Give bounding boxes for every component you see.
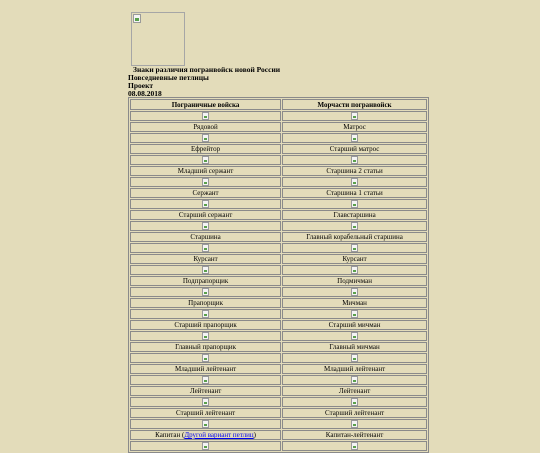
naval-insignia-cell xyxy=(282,133,427,143)
naval-insignia-cell xyxy=(282,155,427,165)
border-troops-insignia-cell xyxy=(130,441,281,451)
broken-image-icon xyxy=(202,222,209,230)
page-title: Знаки различия погранвойск новой России xyxy=(133,65,281,74)
insignia-image-placeholder xyxy=(351,178,359,186)
rank-label: Главный корабельный старшина xyxy=(306,233,403,241)
border-troops-insignia-cell xyxy=(130,133,281,143)
insignia-image-placeholder xyxy=(351,266,359,274)
naval-rank xyxy=(282,210,427,220)
broken-image-icon xyxy=(202,332,209,340)
naval-insignia-cell xyxy=(282,375,427,385)
broken-image-icon xyxy=(351,310,358,318)
broken-image-icon xyxy=(202,420,209,428)
insignia-image-row xyxy=(130,441,427,451)
insignia-image-row xyxy=(130,419,427,429)
rank-label: Курсант xyxy=(193,255,218,263)
naval-rank xyxy=(282,342,427,352)
rank-name-row xyxy=(130,166,427,176)
broken-image-icon xyxy=(351,420,358,428)
insignia-image-placeholder xyxy=(351,156,359,164)
insignia-image-placeholder xyxy=(351,332,359,340)
border-troops-insignia-cell xyxy=(130,331,281,341)
rank-name-row xyxy=(130,122,427,132)
rank-label: Лейтенант xyxy=(189,387,222,395)
ranks-table xyxy=(128,97,429,453)
broken-image-icon xyxy=(351,354,358,362)
rank-label: Старшина 1 статьи xyxy=(326,189,383,197)
insignia-image-placeholder xyxy=(351,288,359,296)
broken-image-icon xyxy=(202,200,209,208)
naval-insignia-cell xyxy=(282,397,427,407)
broken-image-icon xyxy=(351,376,358,384)
insignia-image-placeholder xyxy=(202,222,210,230)
broken-image-icon xyxy=(202,156,209,164)
naval-rank xyxy=(282,166,427,176)
rank-name-row xyxy=(130,210,427,220)
table-header-row xyxy=(130,99,427,110)
insignia-image-placeholder xyxy=(351,200,359,208)
rank-label: Старшина 2 статьи xyxy=(326,167,383,175)
naval-insignia-cell xyxy=(282,287,427,297)
insignia-image-placeholder xyxy=(202,398,210,406)
insignia-image-row xyxy=(130,221,427,231)
broken-image-icon xyxy=(351,134,358,142)
insignia-image-placeholder xyxy=(202,354,210,362)
broken-image-icon xyxy=(202,442,209,450)
naval-insignia-cell xyxy=(282,177,427,187)
insignia-image-row xyxy=(130,155,427,165)
rank-name-row xyxy=(130,386,427,396)
rank-label: Главный прапорщик xyxy=(175,343,237,351)
rank-label: Прапорщик xyxy=(188,299,223,307)
insignia-image-row xyxy=(130,375,427,385)
naval-rank xyxy=(282,386,427,396)
insignia-image-placeholder xyxy=(351,244,359,252)
broken-image-icon xyxy=(351,332,358,340)
border-troops-rank xyxy=(130,276,281,286)
insignia-image-placeholder xyxy=(202,112,210,120)
naval-insignia-cell xyxy=(282,309,427,319)
border-troops-insignia-cell xyxy=(130,243,281,253)
rank-name-row xyxy=(130,408,427,418)
insignia-image-placeholder xyxy=(351,134,359,142)
rank-label: Младший лейтенант xyxy=(174,365,237,373)
naval-insignia-cell xyxy=(282,265,427,275)
border-troops-rank xyxy=(130,144,281,154)
insignia-image-placeholder xyxy=(202,310,210,318)
naval-insignia-cell xyxy=(282,221,427,231)
naval-insignia-cell xyxy=(282,419,427,429)
insignia-image-placeholder xyxy=(202,376,210,384)
border-troops-rank xyxy=(130,386,281,396)
border-troops-insignia-cell xyxy=(130,353,281,363)
naval-insignia-cell xyxy=(282,243,427,253)
naval-rank xyxy=(282,188,427,198)
insignia-image-placeholder xyxy=(202,244,210,252)
insignia-image-placeholder xyxy=(202,156,210,164)
page-subtitle: Повседневные петлицы xyxy=(128,73,209,82)
broken-image-icon xyxy=(351,244,358,252)
naval-insignia-cell xyxy=(282,331,427,341)
border-troops-insignia-cell xyxy=(130,199,281,209)
naval-rank xyxy=(282,408,427,418)
insignia-image-placeholder xyxy=(351,442,359,450)
border-troops-insignia-cell xyxy=(130,309,281,319)
broken-image-icon xyxy=(202,354,209,362)
insignia-image-row xyxy=(130,331,427,341)
insignia-image-placeholder xyxy=(351,112,359,120)
broken-image-icon xyxy=(351,112,358,120)
insignia-image-placeholder xyxy=(351,420,359,428)
border-troops-rank xyxy=(130,408,281,418)
rank-label: Старший прапорщик xyxy=(174,321,237,329)
header-image-placeholder xyxy=(131,12,185,66)
insignia-image-row xyxy=(130,397,427,407)
broken-image-icon xyxy=(133,14,141,23)
naval-insignia-cell xyxy=(282,111,427,121)
border-troops-insignia-cell xyxy=(130,375,281,385)
naval-insignia-cell xyxy=(282,353,427,363)
rank-label: Подмичман xyxy=(337,277,372,285)
ranks-table-body xyxy=(130,111,427,451)
border-troops-insignia-cell xyxy=(130,287,281,297)
border-troops-insignia-cell xyxy=(130,111,281,121)
insignia-image-placeholder xyxy=(351,310,359,318)
rank-label: Младший сержант xyxy=(177,167,234,175)
rank-label: Старший сержант xyxy=(178,211,233,219)
insignia-image-placeholder xyxy=(202,442,210,450)
border-troops-insignia-cell xyxy=(130,265,281,275)
broken-image-icon xyxy=(351,200,358,208)
rank-name-row xyxy=(130,298,427,308)
insignia-image-row xyxy=(130,287,427,297)
rank-name-row xyxy=(130,276,427,286)
page-header xyxy=(128,66,280,98)
rank-name-row xyxy=(130,144,427,154)
rank-label: Лейтенант xyxy=(338,387,371,395)
insignia-image-placeholder xyxy=(202,288,210,296)
rank-label: Матрос xyxy=(343,123,366,131)
rank-name-row xyxy=(130,254,427,264)
rank-name-row xyxy=(130,188,427,198)
rank-name-row xyxy=(130,430,427,440)
naval-rank xyxy=(282,430,427,440)
broken-image-icon xyxy=(202,134,209,142)
rank-name-row xyxy=(130,320,427,330)
broken-image-icon xyxy=(351,156,358,164)
insignia-image-row xyxy=(130,243,427,253)
rank-label: Главный мичман xyxy=(329,343,380,351)
rank-name-row xyxy=(130,232,427,242)
insignia-image-placeholder xyxy=(202,420,210,428)
column-header-border-troops: Пограничные войска xyxy=(130,99,281,110)
rank-name-row xyxy=(130,364,427,374)
insignia-image-placeholder xyxy=(202,178,210,186)
border-troops-rank xyxy=(130,342,281,352)
date-label: 08.08.2018 xyxy=(128,89,162,98)
border-troops-rank xyxy=(130,210,281,220)
column-header-naval-units: Морчасти погранвойск xyxy=(282,99,427,110)
broken-image-icon xyxy=(202,310,209,318)
broken-image-icon xyxy=(202,376,209,384)
broken-image-icon xyxy=(202,244,209,252)
insignia-image-placeholder xyxy=(351,222,359,230)
insignia-image-placeholder xyxy=(202,332,210,340)
broken-image-icon xyxy=(351,266,358,274)
rank-label: Капитан-лейтенант xyxy=(325,431,384,439)
project-label: Проект xyxy=(128,81,154,90)
border-troops-insignia-cell xyxy=(130,397,281,407)
rank-label: Мичман xyxy=(342,299,367,307)
insignia-image-placeholder xyxy=(202,134,210,142)
border-troops-rank xyxy=(130,298,281,308)
rank-label: Старший лейтенант xyxy=(176,409,236,417)
border-troops-rank xyxy=(130,254,281,264)
naval-rank xyxy=(282,232,427,242)
broken-image-icon xyxy=(351,442,358,450)
insignia-image-placeholder xyxy=(351,354,359,362)
broken-image-icon xyxy=(202,398,209,406)
insignia-image-placeholder xyxy=(202,266,210,274)
rank-label: Старший мичман xyxy=(328,321,381,329)
rank-label: Главстаршина xyxy=(333,211,376,219)
naval-insignia-cell xyxy=(282,441,427,451)
broken-image-icon xyxy=(202,266,209,274)
border-troops-rank xyxy=(130,122,281,132)
insignia-image-row xyxy=(130,265,427,275)
alternate-variant-link[interactable]: Другой вариант петлиц xyxy=(184,431,254,439)
insignia-image-placeholder xyxy=(351,398,359,406)
border-troops-rank xyxy=(130,232,281,242)
border-troops-rank: Капитан (Другой вариант петлиц) xyxy=(130,430,281,440)
naval-rank xyxy=(282,298,427,308)
insignia-image-row xyxy=(130,309,427,319)
naval-rank xyxy=(282,320,427,330)
border-troops-rank xyxy=(130,166,281,176)
broken-image-icon xyxy=(202,112,209,120)
rank-label: Рядовой xyxy=(193,123,218,131)
border-troops-insignia-cell xyxy=(130,221,281,231)
insignia-image-placeholder xyxy=(351,376,359,384)
broken-image-icon xyxy=(351,178,358,186)
insignia-image-row xyxy=(130,199,427,209)
rank-label: Старший лейтенант xyxy=(325,409,385,417)
broken-image-icon xyxy=(202,288,209,296)
insignia-image-row xyxy=(130,353,427,363)
rank-label: Капитан xyxy=(155,431,181,439)
border-troops-insignia-cell xyxy=(130,155,281,165)
broken-image-icon xyxy=(351,288,358,296)
rank-label: Подпрапорщик xyxy=(182,277,229,285)
naval-rank xyxy=(282,276,427,286)
rank-label: Ефрейтор xyxy=(191,145,221,153)
naval-rank xyxy=(282,144,427,154)
rank-label: Старшина xyxy=(190,233,221,241)
border-troops-insignia-cell xyxy=(130,177,281,187)
border-troops-rank xyxy=(130,320,281,330)
rank-label: Младший лейтенант xyxy=(323,365,386,373)
insignia-image-placeholder xyxy=(202,200,210,208)
naval-rank xyxy=(282,364,427,374)
broken-image-icon xyxy=(351,398,358,406)
naval-insignia-cell xyxy=(282,199,427,209)
rank-label: Сержант xyxy=(192,189,219,197)
insignia-image-row xyxy=(130,111,427,121)
border-troops-rank xyxy=(130,188,281,198)
rank-label: Курсант xyxy=(342,255,367,263)
border-troops-rank xyxy=(130,364,281,374)
broken-image-icon xyxy=(202,178,209,186)
border-troops-insignia-cell xyxy=(130,419,281,429)
broken-image-icon xyxy=(351,222,358,230)
rank-name-row xyxy=(130,342,427,352)
naval-rank xyxy=(282,122,427,132)
naval-rank xyxy=(282,254,427,264)
rank-label: Старший матрос xyxy=(329,145,380,153)
insignia-image-row xyxy=(130,133,427,143)
insignia-image-row xyxy=(130,177,427,187)
